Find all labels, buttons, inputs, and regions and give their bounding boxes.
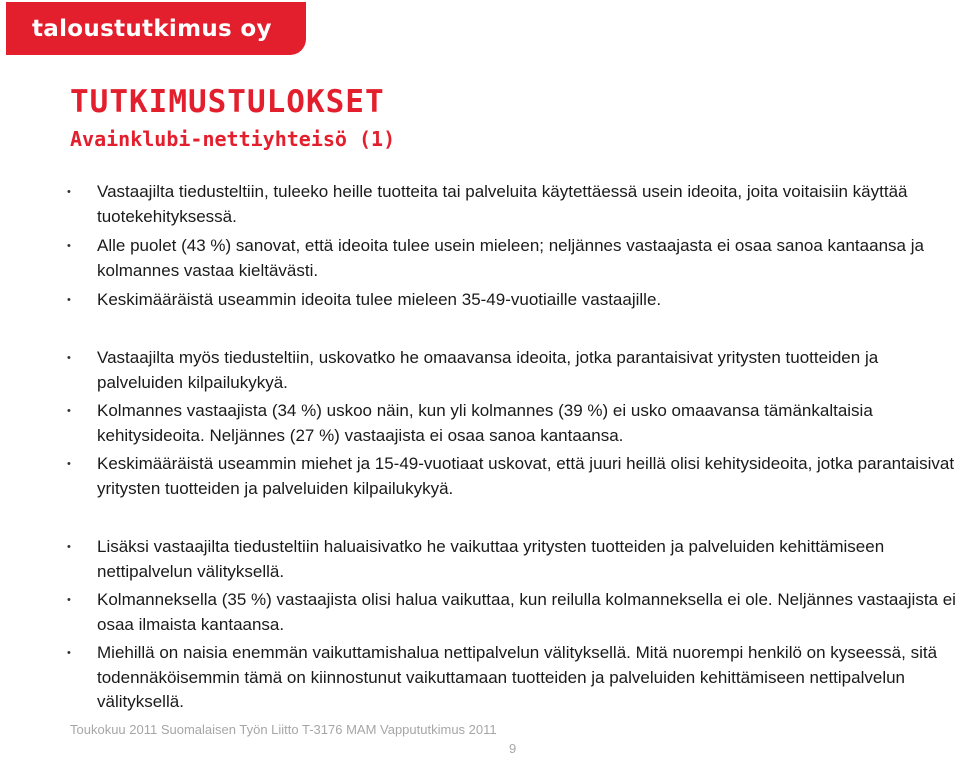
bullet-item-5: • Kolmannes vastaajista (34 %) uskoo näin, kun yli kolmannes (39 %) ei usko omaavansa tämänkaltaisia kehitysideoita. Neljännes (27 %) vastaajista ei osaa sanoa kantaansa. — [97, 399, 959, 448]
bullet-item-8: • Kolmanneksella (35 %) vastaajista olisi halua vaikuttaa, kun reilulla kolmanneksella ei ole. Neljännes vastaajista ei osaa ilmaista kantaansa. — [97, 588, 959, 637]
bullet-item-1: • Vastaajilta tiedusteltiin, tuleeko heille tuotteita tai palveluita käytettäessä usein ideoita, joita voitaisiin käyttää tuotekehityksessä. — [97, 180, 959, 229]
page-subtitle: Avainklubi-nettiyhteisö (1) — [70, 127, 396, 151]
company-logo — [6, 2, 306, 55]
bullet-item-3: • Keskimääräistä useammin ideoita tulee mieleen 35-49-vuotiaille vastaajille. — [97, 288, 959, 313]
page-title: TUTKIMUSTULOKSET — [70, 84, 385, 120]
bullet-item-9: • Miehillä on naisia enemmän vaikuttamishalua nettipalvelun välityksellä. Mitä nuorempi henkilö on kyseessä, sitä todennäköisemmin tämä on kiinnostunut vaikuttamaan tuotteiden ja palveluiden kehittämiseen nettipalvelun välityksellä. — [97, 641, 959, 715]
bullet-item-7: • Lisäksi vastaajilta tiedusteltiin haluaisivatko he vaikuttaa yritysten tuotteiden ja palveluiden kehittämiseen nettipalvelun välityksellä. — [97, 535, 959, 584]
bullet-item-2: • Alle puolet (43 %) sanovat, että ideoita tulee usein mieleen; neljännes vastaajasta ei osaa sanoa kantaansa ja kolmannes vastaa kieltävästi. — [97, 234, 959, 283]
footer-text: Toukokuu 2011 Suomalaisen Työn Liitto T-3176 MAM Vappututkimus 2011 — [70, 722, 497, 737]
page-number: 9 — [509, 741, 517, 756]
logo-text: taloustutkimus oy — [32, 15, 272, 42]
bullet-item-4: • Vastaajilta myös tiedusteltiin, uskovatko he omaavansa ideoita, jotka parantaisivat yritysten tuotteiden ja palveluiden kilpailukykyä. — [97, 346, 959, 395]
bullet-item-6: • Keskimääräistä useammin miehet ja 15-49-vuotiaat uskovat, että juuri heillä olisi kehitysideoita, jotka parantaisivat yritysten tuotteiden ja palveluiden kilpailukykyä. — [97, 452, 959, 501]
